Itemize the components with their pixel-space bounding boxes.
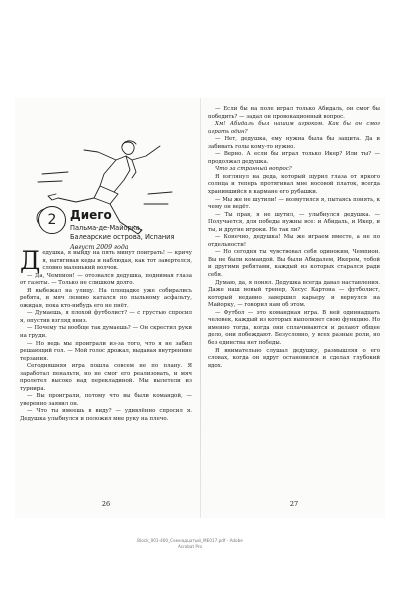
footer-line: Acrobat Pro	[177, 543, 203, 549]
paragraph: Думаю, да, я понял. Дедушка всегда давал наставления. Даже наш новый тренер, Хесус Картона — футболист, который недавно завершил карьеру и вернулся на Майорку, — говорил нам об этом.	[208, 279, 380, 309]
paragraph: — Мы же не шутили! — возмутился я, пытаясь понять, к чему он ведёт.	[208, 196, 380, 211]
right-page-text	[208, 106, 380, 370]
paragraph: — Но сегодня ты чувствовал себя одиноким, Чемпион. Вы не были командой. Вы были Абидалем, Икером, тобой и другими ребятами, каждый из которых старался ради себя.	[208, 249, 380, 279]
paragraph: — Верно. А если бы играл только Икер? Или ты? — продолжал дедушка.	[208, 151, 380, 165]
page-number-right: 27	[289, 500, 299, 508]
paragraph: — Что ты имеешь в виду? — удивлённо спросил я. Дедушка улыбнулся и положил мне руку на плечо.	[20, 408, 192, 423]
paragraph: Я взглянул на деда, который щурил глаза от яркого солнца и теперь протягивал мне носовой платок, всегда хранившийся в кармане его рубашки.	[208, 173, 380, 196]
paragraph: Я внимательно слушал дедушку, размышляя о его словах, когда он вдруг остановился и сделал глубокий вдох.	[208, 347, 380, 369]
paragraph: — Нет, дедушка, ему нужна была бы защита. Да и забивать голы кому-то нужно.	[208, 136, 380, 150]
chapter-number: 2	[38, 206, 66, 234]
file-footer	[110, 538, 270, 549]
paragraph: — Вы проиграли, потому что вы были командой, — уверенно заявил он.	[20, 393, 192, 407]
right-page	[208, 98, 380, 518]
paragraph: — Если бы на поле играл только Абидаль, он смог бы победить? — задал он провокационный вопрос.	[208, 106, 380, 120]
paragraph: Я выбежал на улицу. На площадке уже собирались ребята, и мяч лениво катался по пыльному асфальту, ожидая, пока кто-нибудь его не пнёт.	[20, 287, 192, 309]
paragraph: — Думаешь, я плохой футболист? — с грустью спросил я, опустив взгляд вниз.	[20, 310, 192, 324]
footer-line: Block_001-400_Семнадцатый_МЕ017.pdf - Adobe	[137, 538, 243, 543]
drop-cap: Д	[20, 246, 41, 275]
paragraph: Хм! Абидаль был нашим игроком. Как бы он смог играть один?	[208, 121, 380, 135]
book-gutter	[200, 98, 201, 518]
chapter-date: Август 2009 года	[70, 244, 129, 251]
paragraph: — Конечно, дедушка! Мы же играем вместе, а не по отдельности!	[208, 234, 380, 248]
paragraph: — Футбол — это командная игра. В ней одиннадцать человек, каждый из которых выполняет свою функцию. Но именно тогда, когда они сплачиваются и делают общее дело, они побеждают. Безусловно, у всех разные роли, но без единства нет победы.	[208, 309, 380, 346]
left-page	[20, 98, 192, 518]
paragraph: Дедушка, я выйду на пять минут поиграть! — кричу я, натягивая кеды и наблюдая, как тот завертелся, словно маленький волчок.	[20, 246, 192, 275]
paragraph: — Почему ты вообще так думаешь? — Он скрестил руки на груди.	[20, 325, 192, 340]
page-number-left: 26	[101, 500, 111, 508]
paragraph: Сегодняшняя игра пошла совсем не по плану. Я заработал пенальти, но не смог его реализовать, и мяч пролетел высоко над перекладиной. Мы вылетели из турнира.	[20, 363, 192, 392]
paragraph: — Ты прав, я не шутил, — улыбнулся дедушка. — Получается, для победы нужны все: и Абидаль, и Икер, и ты, и другие игроки. Не так ли?	[208, 211, 380, 233]
paragraph: Что за странный вопрос?	[215, 166, 292, 173]
paragraph: — Но ведь мы проиграли из-за того, что я не забил решающий гол. — Мой голос дрожал, выдавая внутренние терзания.	[20, 340, 192, 362]
chapter-place: Пальма-де-Майорка, Балеарские острова, Испания	[70, 224, 175, 241]
paragraph: — Да, Чемпион! — отозвался дедушка, поднимая глаза от газеты. — Только не слишком долго.	[20, 272, 192, 287]
chapter-title: Диего	[70, 208, 112, 222]
